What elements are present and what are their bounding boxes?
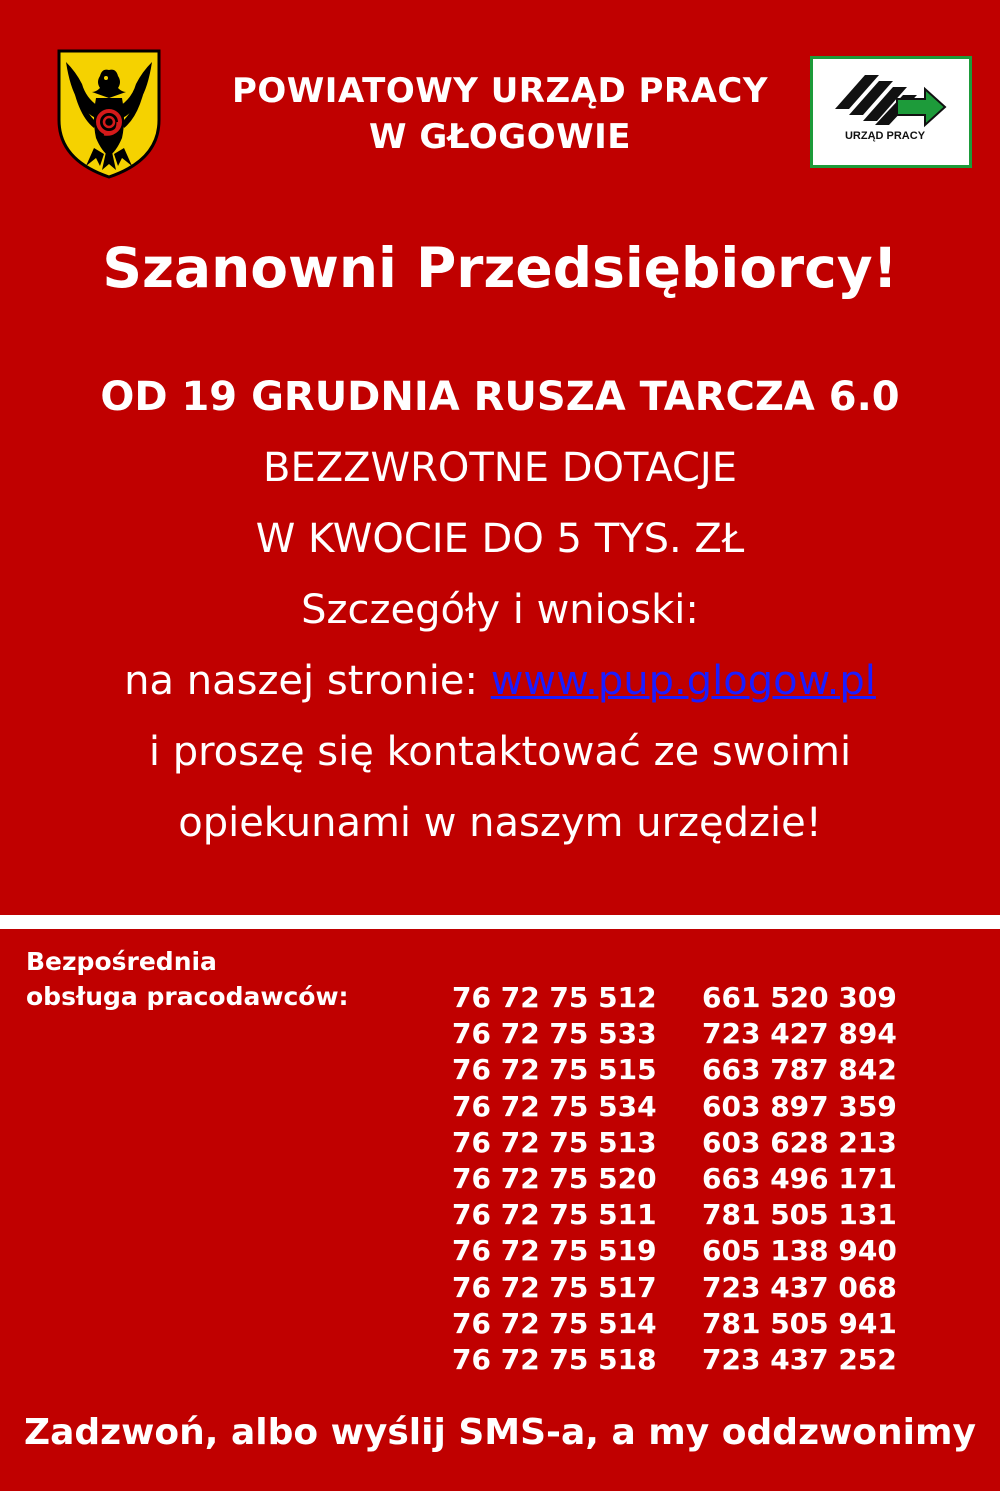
phone-number[interactable]: 781 505 941 <box>702 1306 897 1340</box>
phone-number[interactable]: 76 72 75 520 <box>452 1162 657 1196</box>
section-divider <box>0 915 1000 929</box>
coat-of-arms-icon <box>56 48 162 180</box>
landline-phone-list <box>452 980 657 1378</box>
phone-number[interactable]: 76 72 75 514 <box>452 1306 657 1340</box>
phone-number[interactable]: 76 72 75 511 <box>452 1198 657 1232</box>
phone-number[interactable]: 605 138 940 <box>702 1234 897 1268</box>
urzad-pracy-logo <box>810 56 972 168</box>
phone-number[interactable]: 76 72 75 515 <box>452 1053 657 1087</box>
phone-number[interactable]: 76 72 75 517 <box>452 1270 657 1304</box>
phone-number[interactable]: 76 72 75 519 <box>452 1234 657 1268</box>
announcement-line-2: BEZZWROTNE DOTACJE <box>263 445 737 491</box>
phone-number[interactable]: 723 437 068 <box>702 1270 897 1304</box>
contact-label <box>26 944 349 1014</box>
phone-number[interactable]: 76 72 75 513 <box>452 1125 657 1159</box>
mobile-phone-list <box>702 980 897 1378</box>
phone-number[interactable]: 723 437 252 <box>702 1343 897 1377</box>
footer-call-to-action: Zadzwoń, albo wyślij SMS-a, a my oddzwonimy <box>24 1412 976 1453</box>
website-prefix: na naszej stronie: <box>124 658 491 704</box>
contact-label-line2: obsługa pracodawców: <box>26 982 349 1011</box>
office-title-line1: POWIATOWY URZĄD PRACY <box>231 71 768 111</box>
office-title <box>200 68 800 160</box>
phone-number[interactable]: 76 72 75 512 <box>452 981 657 1014</box>
announcement-line-1: OD 19 GRUDNIA RUSZA TARCZA 6.0 <box>100 374 900 420</box>
page-title: Szanowni Przedsiębiorcy! <box>102 236 898 300</box>
phone-number[interactable]: 76 72 75 518 <box>452 1343 657 1377</box>
office-title-line2: W GŁOGOWIE <box>369 117 631 157</box>
announcement-line-3: W KWOCIE DO 5 TYS. ZŁ <box>255 516 745 562</box>
phone-number[interactable]: 723 427 894 <box>702 1017 897 1051</box>
phone-number[interactable]: 603 628 213 <box>702 1125 897 1159</box>
contact-label-line1: Bezpośrednia <box>26 947 217 976</box>
phone-number[interactable]: 603 897 359 <box>702 1089 897 1123</box>
announcement-line-5 <box>0 646 1000 717</box>
announcement <box>0 362 1000 859</box>
announcement-line-6: i proszę się kontaktować ze swoimi <box>148 729 852 775</box>
announcement-line-7: opiekunami w naszym urzędzie! <box>178 800 822 846</box>
phone-number[interactable]: 781 505 131 <box>702 1198 897 1232</box>
phone-number[interactable]: 661 520 309 <box>702 981 897 1014</box>
website-link[interactable]: www.pup.glogow.pl <box>490 658 876 704</box>
phone-number[interactable]: 663 787 842 <box>702 1053 897 1087</box>
phone-number[interactable]: 663 496 171 <box>702 1162 897 1196</box>
phone-number[interactable]: 76 72 75 534 <box>452 1089 657 1123</box>
announcement-line-4: Szczegóły i wnioski: <box>301 587 699 633</box>
phone-number[interactable]: 76 72 75 533 <box>452 1017 657 1051</box>
logo-text: URZĄD PRACY <box>844 130 926 142</box>
